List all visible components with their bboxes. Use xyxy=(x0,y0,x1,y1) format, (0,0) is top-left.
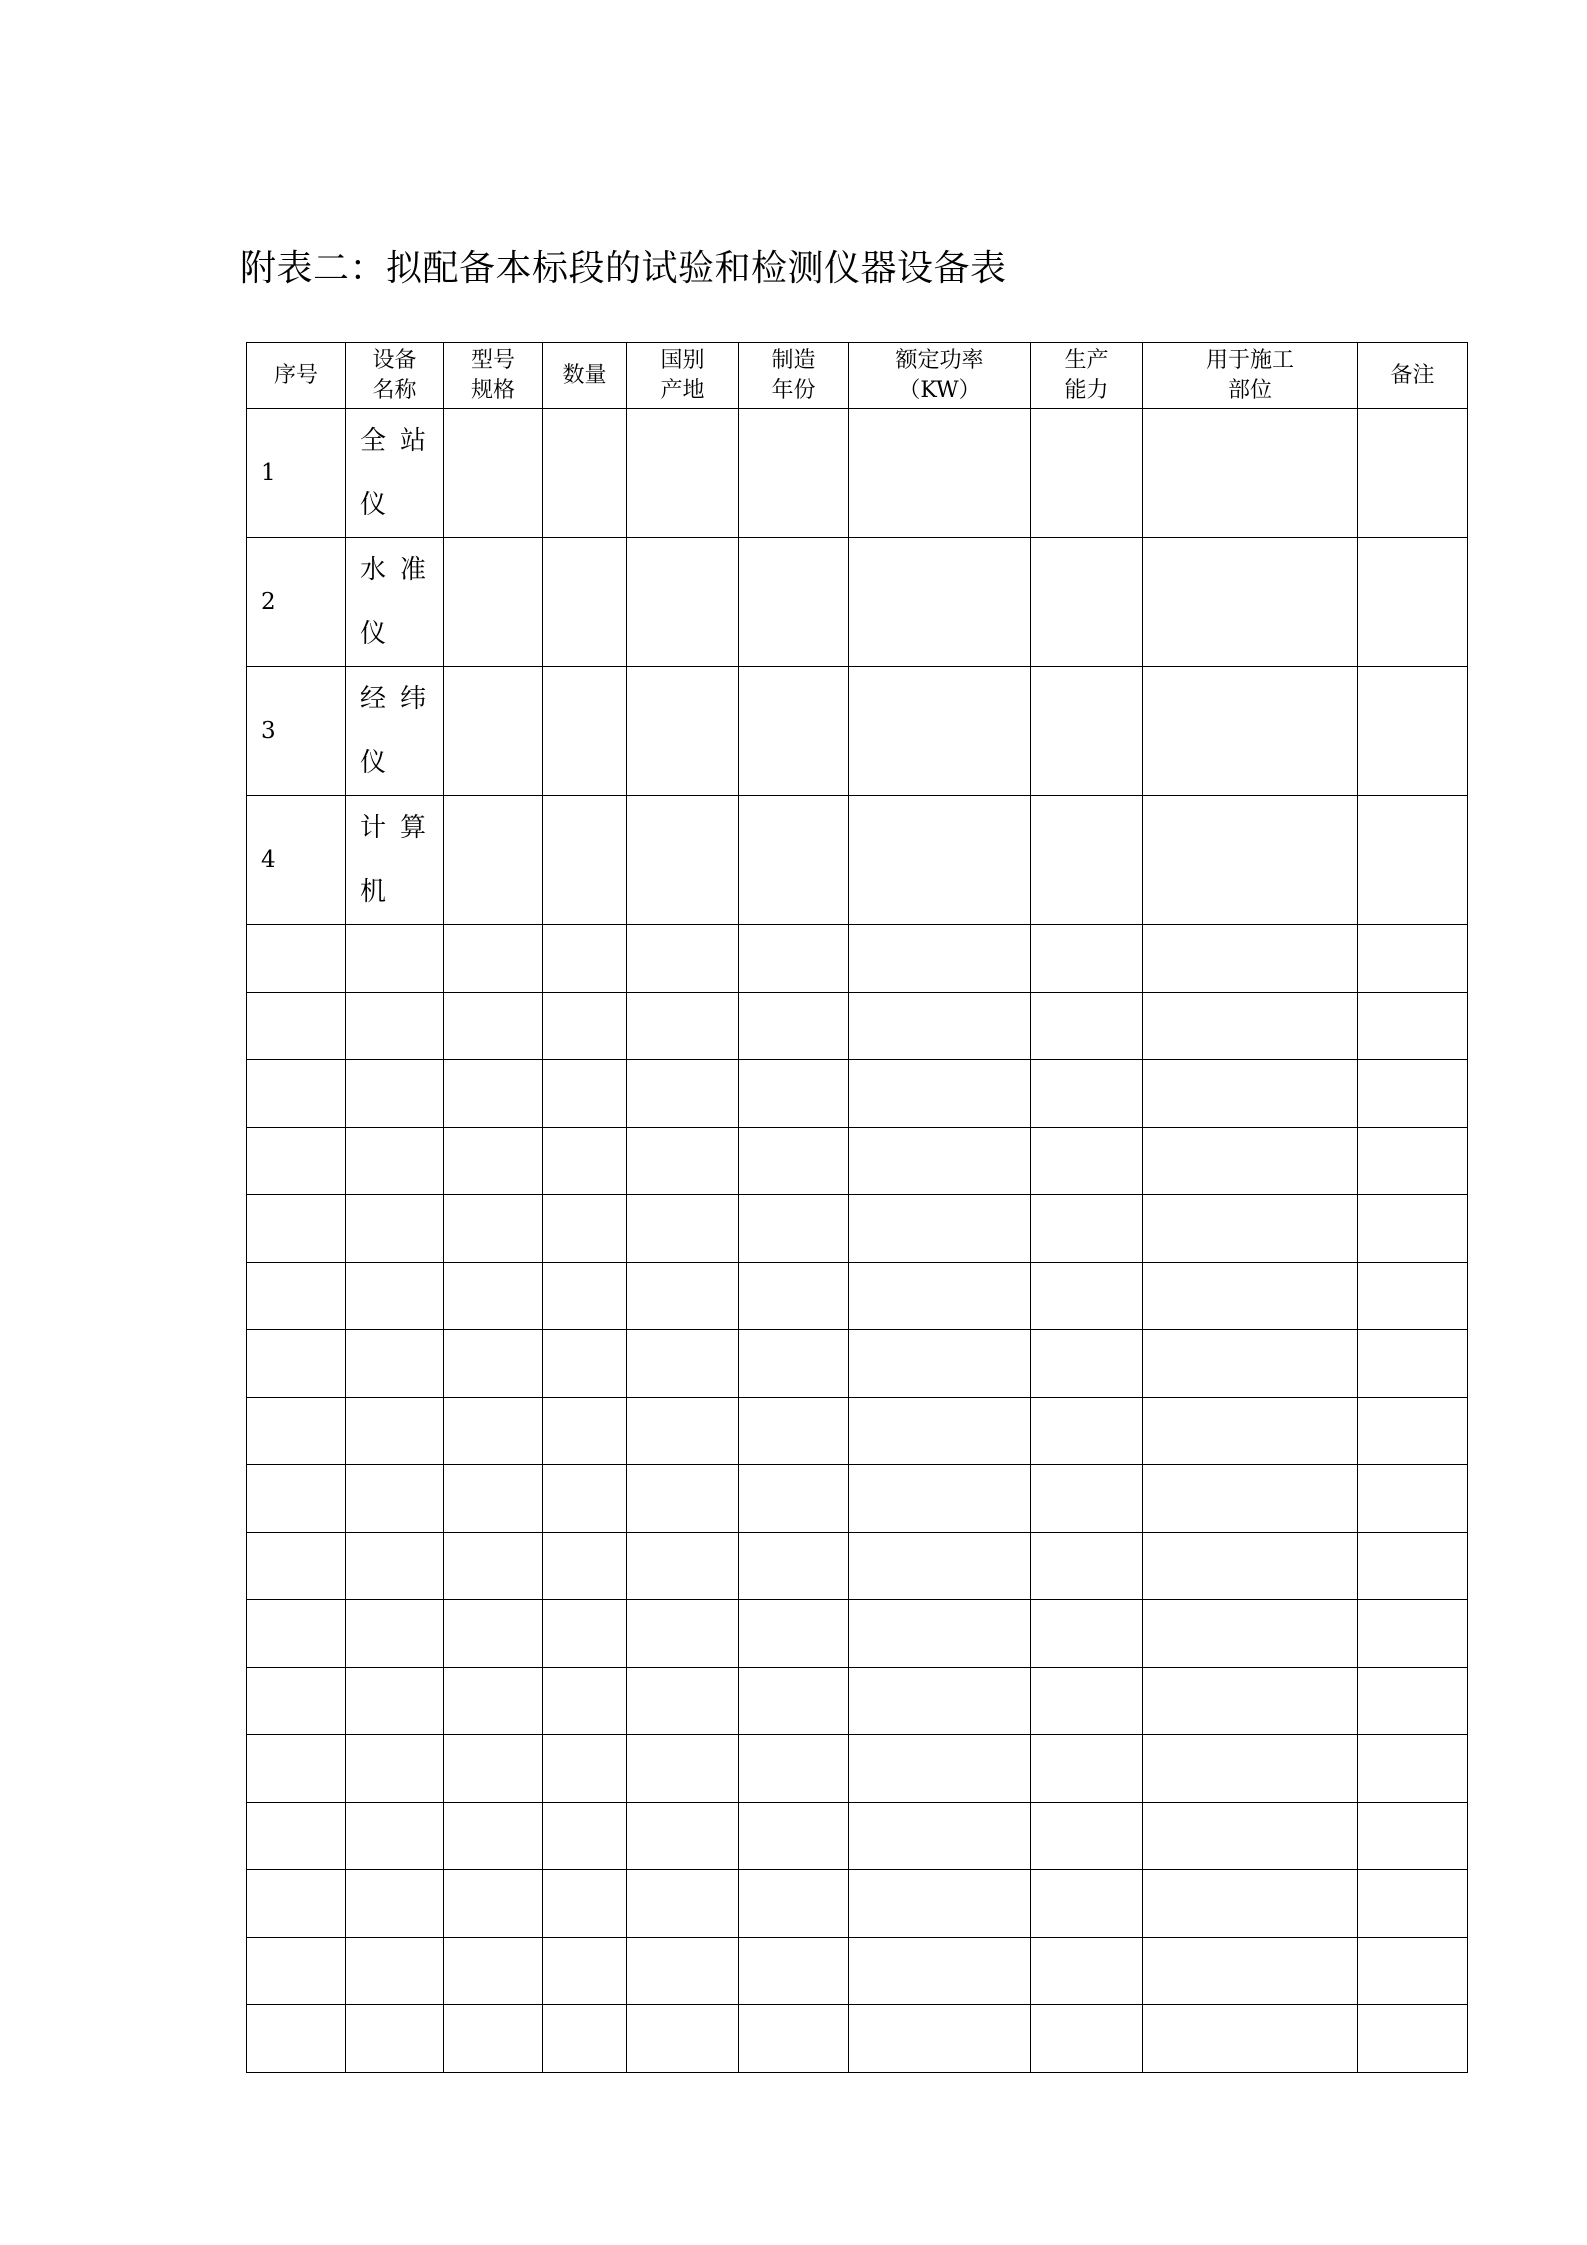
table-cell xyxy=(247,1937,346,2005)
table-row xyxy=(247,667,1468,796)
table-cell xyxy=(247,1802,346,1870)
table-cell xyxy=(627,667,739,796)
table-cell xyxy=(1143,538,1358,667)
table-cell xyxy=(627,925,739,993)
header-cell-quantity: 数量 xyxy=(543,343,627,409)
table-cell xyxy=(627,1532,739,1600)
table-cell xyxy=(849,1600,1031,1668)
table-cell xyxy=(444,538,543,667)
table-cell xyxy=(444,1330,543,1398)
table-cell xyxy=(346,1397,444,1465)
seq-cell: 3 xyxy=(247,667,346,796)
table-cell xyxy=(346,1532,444,1600)
header-cell-origin: 国别 产地 xyxy=(627,343,739,409)
table-cell xyxy=(543,1802,627,1870)
table-cell xyxy=(1358,1870,1468,1938)
table-cell xyxy=(849,1667,1031,1735)
table-cell xyxy=(1143,925,1358,993)
table-cell xyxy=(1031,538,1143,667)
table-cell xyxy=(543,1397,627,1465)
table-cell xyxy=(444,1195,543,1263)
table-cell xyxy=(1358,925,1468,993)
table-cell xyxy=(1143,2005,1358,2073)
header-cell-seq: 序号 xyxy=(247,343,346,409)
name-cell: 全站 仪 xyxy=(346,409,444,538)
table-cell xyxy=(739,925,849,993)
table-cell xyxy=(849,409,1031,538)
name-cell: 经纬 仪 xyxy=(346,667,444,796)
table-cell xyxy=(739,1397,849,1465)
table-cell xyxy=(1143,1667,1358,1735)
table-cell xyxy=(627,796,739,925)
table-cell xyxy=(739,1262,849,1330)
table-row xyxy=(247,409,1468,538)
table-cell xyxy=(1143,1262,1358,1330)
table-cell xyxy=(1143,1870,1358,1938)
table-cell xyxy=(247,1195,346,1263)
table-cell xyxy=(444,1870,543,1938)
table-cell xyxy=(247,1870,346,1938)
table-row xyxy=(247,1532,1468,1600)
equipment-table xyxy=(246,342,1468,2073)
table-cell xyxy=(543,1667,627,1735)
table-cell xyxy=(1031,992,1143,1060)
table-cell xyxy=(627,538,739,667)
table-row xyxy=(247,1262,1468,1330)
table-cell xyxy=(739,1060,849,1128)
table-cell xyxy=(1358,1667,1468,1735)
table-cell xyxy=(444,796,543,925)
header-cell-remarks: 备注 xyxy=(1358,343,1468,409)
table-cell xyxy=(346,1870,444,1938)
table-cell xyxy=(346,925,444,993)
table-row xyxy=(247,1465,1468,1533)
table-row xyxy=(247,1397,1468,1465)
table-cell xyxy=(1358,1330,1468,1398)
table-cell xyxy=(1358,538,1468,667)
table-cell xyxy=(543,667,627,796)
table-row xyxy=(247,1735,1468,1803)
table-cell xyxy=(1358,667,1468,796)
table-cell xyxy=(247,2005,346,2073)
seq-cell: 2 xyxy=(247,538,346,667)
table-cell xyxy=(346,1465,444,1533)
table-cell xyxy=(444,667,543,796)
table-cell xyxy=(849,538,1031,667)
table-cell xyxy=(543,992,627,1060)
table-cell xyxy=(444,1060,543,1128)
table-cell xyxy=(1358,1937,1468,2005)
table-cell xyxy=(444,925,543,993)
table-cell xyxy=(849,1195,1031,1263)
table-row xyxy=(247,1127,1468,1195)
table-cell xyxy=(346,992,444,1060)
table-cell xyxy=(627,1195,739,1263)
table-cell xyxy=(739,538,849,667)
table-cell xyxy=(346,1802,444,1870)
table-cell xyxy=(1031,409,1143,538)
table-cell xyxy=(849,1532,1031,1600)
table-row xyxy=(247,1330,1468,1398)
table-cell xyxy=(543,1195,627,1263)
table-cell xyxy=(739,409,849,538)
table-row xyxy=(247,1802,1468,1870)
table-cell xyxy=(1143,1465,1358,1533)
table-cell xyxy=(247,1532,346,1600)
table-cell xyxy=(1358,1060,1468,1128)
header-cell-name: 设备 名称 xyxy=(346,343,444,409)
table-cell xyxy=(543,1600,627,1668)
table-cell xyxy=(1031,1262,1143,1330)
table-cell xyxy=(1031,2005,1143,2073)
table-cell xyxy=(1358,992,1468,1060)
table-cell xyxy=(627,1937,739,2005)
table-cell xyxy=(627,1060,739,1128)
table-cell xyxy=(849,1735,1031,1803)
seq-cell: 4 xyxy=(247,796,346,925)
table-row xyxy=(247,925,1468,993)
table-cell xyxy=(346,1330,444,1398)
table-row xyxy=(247,538,1468,667)
table-cell xyxy=(247,1397,346,1465)
table-cell xyxy=(1143,796,1358,925)
table-row xyxy=(247,1937,1468,2005)
table-cell xyxy=(739,1600,849,1668)
table-cell xyxy=(739,1330,849,1398)
table-cell xyxy=(543,925,627,993)
table-row xyxy=(247,1600,1468,1668)
table-cell xyxy=(627,1262,739,1330)
table-cell xyxy=(627,1600,739,1668)
table-cell xyxy=(849,1937,1031,2005)
table-cell xyxy=(1143,1330,1358,1398)
table-cell xyxy=(247,1735,346,1803)
table-cell xyxy=(1031,667,1143,796)
table-cell xyxy=(1143,1397,1358,1465)
table-cell xyxy=(849,1870,1031,1938)
table-cell xyxy=(1143,1060,1358,1128)
table-cell xyxy=(1358,1397,1468,1465)
table-cell xyxy=(627,1330,739,1398)
table-cell xyxy=(543,1735,627,1803)
table-cell xyxy=(1143,1802,1358,1870)
table-cell xyxy=(543,2005,627,2073)
table-cell xyxy=(543,1870,627,1938)
table-cell xyxy=(739,992,849,1060)
table-cell xyxy=(543,1465,627,1533)
name-cell: 水准 仪 xyxy=(346,538,444,667)
table-cell xyxy=(849,1465,1031,1533)
table-cell xyxy=(444,1802,543,1870)
table-cell xyxy=(543,1060,627,1128)
table-cell xyxy=(849,992,1031,1060)
table-cell xyxy=(1031,1397,1143,1465)
table-cell xyxy=(1143,409,1358,538)
table-cell xyxy=(247,1667,346,1735)
table-cell xyxy=(543,1330,627,1398)
table-row xyxy=(247,1060,1468,1128)
table-cell xyxy=(739,796,849,925)
table-cell xyxy=(1358,1465,1468,1533)
table-cell xyxy=(739,1465,849,1533)
header-cell-model: 型号 规格 xyxy=(444,343,543,409)
table-cell xyxy=(1031,1330,1143,1398)
table-cell xyxy=(444,1532,543,1600)
table-cell xyxy=(444,409,543,538)
table-cell xyxy=(444,1465,543,1533)
table-cell xyxy=(1358,1195,1468,1263)
table-cell xyxy=(1358,1802,1468,1870)
table-cell xyxy=(444,1735,543,1803)
table-cell xyxy=(444,2005,543,2073)
table-cell xyxy=(849,667,1031,796)
table-cell xyxy=(247,992,346,1060)
table-cell xyxy=(1358,1262,1468,1330)
table-cell xyxy=(1143,1532,1358,1600)
table-cell xyxy=(1143,992,1358,1060)
table-cell xyxy=(739,1802,849,1870)
table-cell xyxy=(346,1937,444,2005)
table-cell xyxy=(739,1195,849,1263)
table-cell xyxy=(444,1667,543,1735)
table-cell xyxy=(1358,1127,1468,1195)
table-cell xyxy=(627,1735,739,1803)
table-cell xyxy=(849,1397,1031,1465)
table-row xyxy=(247,1667,1468,1735)
table-cell xyxy=(849,1127,1031,1195)
table-cell xyxy=(1031,796,1143,925)
table-cell xyxy=(739,667,849,796)
table-cell xyxy=(1031,1802,1143,1870)
table-cell xyxy=(346,1060,444,1128)
empty-rows xyxy=(247,925,1468,2073)
table-cell xyxy=(849,1802,1031,1870)
table-cell xyxy=(1031,1870,1143,1938)
table-cell xyxy=(346,1735,444,1803)
table-cell xyxy=(247,1600,346,1668)
table-cell xyxy=(739,1937,849,2005)
table-row xyxy=(247,1870,1468,1938)
table-cell xyxy=(1358,1735,1468,1803)
table-cell xyxy=(849,1060,1031,1128)
name-cell: 计算 机 xyxy=(346,796,444,925)
table-cell xyxy=(346,1262,444,1330)
table-cell xyxy=(849,2005,1031,2073)
table-cell xyxy=(346,2005,444,2073)
table-cell xyxy=(1031,1060,1143,1128)
table-cell xyxy=(627,1870,739,1938)
page-title: 附表二：拟配备本标段的试验和检测仪器设备表 xyxy=(240,248,1007,289)
table-cell xyxy=(1031,925,1143,993)
table-cell xyxy=(739,1532,849,1600)
table-cell xyxy=(247,1060,346,1128)
table-cell xyxy=(849,1262,1031,1330)
table-cell xyxy=(444,1600,543,1668)
table-cell xyxy=(444,1397,543,1465)
header-cell-power: 额定功率 （KW） xyxy=(849,343,1031,409)
header-cell-capacity: 生产 能力 xyxy=(1031,343,1143,409)
table-cell xyxy=(444,1127,543,1195)
table-cell xyxy=(739,1667,849,1735)
table-cell xyxy=(444,992,543,1060)
table-cell xyxy=(247,1127,346,1195)
table-cell xyxy=(1031,1600,1143,1668)
table-cell xyxy=(1031,1127,1143,1195)
table-cell xyxy=(627,1127,739,1195)
table-cell xyxy=(849,925,1031,993)
table-cell xyxy=(543,1262,627,1330)
table-cell xyxy=(627,2005,739,2073)
table-cell xyxy=(1031,1937,1143,2005)
table-cell xyxy=(1358,1600,1468,1668)
table-cell xyxy=(1031,1195,1143,1263)
table-cell xyxy=(543,538,627,667)
table-cell xyxy=(444,1262,543,1330)
table-cell xyxy=(1143,1937,1358,2005)
table-cell xyxy=(543,1127,627,1195)
table-cell xyxy=(849,796,1031,925)
header-cell-usage: 用于施工 部位 xyxy=(1143,343,1358,409)
table-row xyxy=(247,1195,1468,1263)
table-cell xyxy=(543,1532,627,1600)
table-row xyxy=(247,796,1468,925)
table-cell xyxy=(739,1870,849,1938)
table-cell xyxy=(346,1195,444,1263)
table-cell xyxy=(739,2005,849,2073)
table-row xyxy=(247,2005,1468,2073)
table-cell xyxy=(1358,1532,1468,1600)
table-cell xyxy=(1358,409,1468,538)
table-cell xyxy=(1031,1735,1143,1803)
table-cell xyxy=(247,925,346,993)
table-cell xyxy=(627,1667,739,1735)
table-cell xyxy=(627,409,739,538)
table-cell xyxy=(1143,1735,1358,1803)
table-cell xyxy=(739,1127,849,1195)
table-cell xyxy=(346,1667,444,1735)
table-cell xyxy=(627,1465,739,1533)
table-cell xyxy=(543,409,627,538)
header-cell-year: 制造 年份 xyxy=(739,343,849,409)
table-cell xyxy=(1143,667,1358,796)
table-cell xyxy=(739,1735,849,1803)
table-cell xyxy=(1143,1195,1358,1263)
table-cell xyxy=(627,992,739,1060)
table-cell xyxy=(1143,1600,1358,1668)
table-header-row xyxy=(247,343,1468,409)
table-cell xyxy=(444,1937,543,2005)
table-cell xyxy=(543,1937,627,2005)
table-cell xyxy=(1031,1532,1143,1600)
table-row xyxy=(247,992,1468,1060)
table-cell xyxy=(1358,796,1468,925)
table-cell xyxy=(346,1600,444,1668)
table-cell xyxy=(849,1330,1031,1398)
table-cell xyxy=(247,1465,346,1533)
table-cell xyxy=(1031,1667,1143,1735)
table-cell xyxy=(1358,2005,1468,2073)
table-cell xyxy=(543,796,627,925)
table-cell xyxy=(346,1127,444,1195)
table-cell xyxy=(1143,1127,1358,1195)
table-cell xyxy=(627,1397,739,1465)
table-cell xyxy=(1031,1465,1143,1533)
table-cell xyxy=(247,1330,346,1398)
table-cell xyxy=(627,1802,739,1870)
seq-cell: 1 xyxy=(247,409,346,538)
table-cell xyxy=(247,1262,346,1330)
